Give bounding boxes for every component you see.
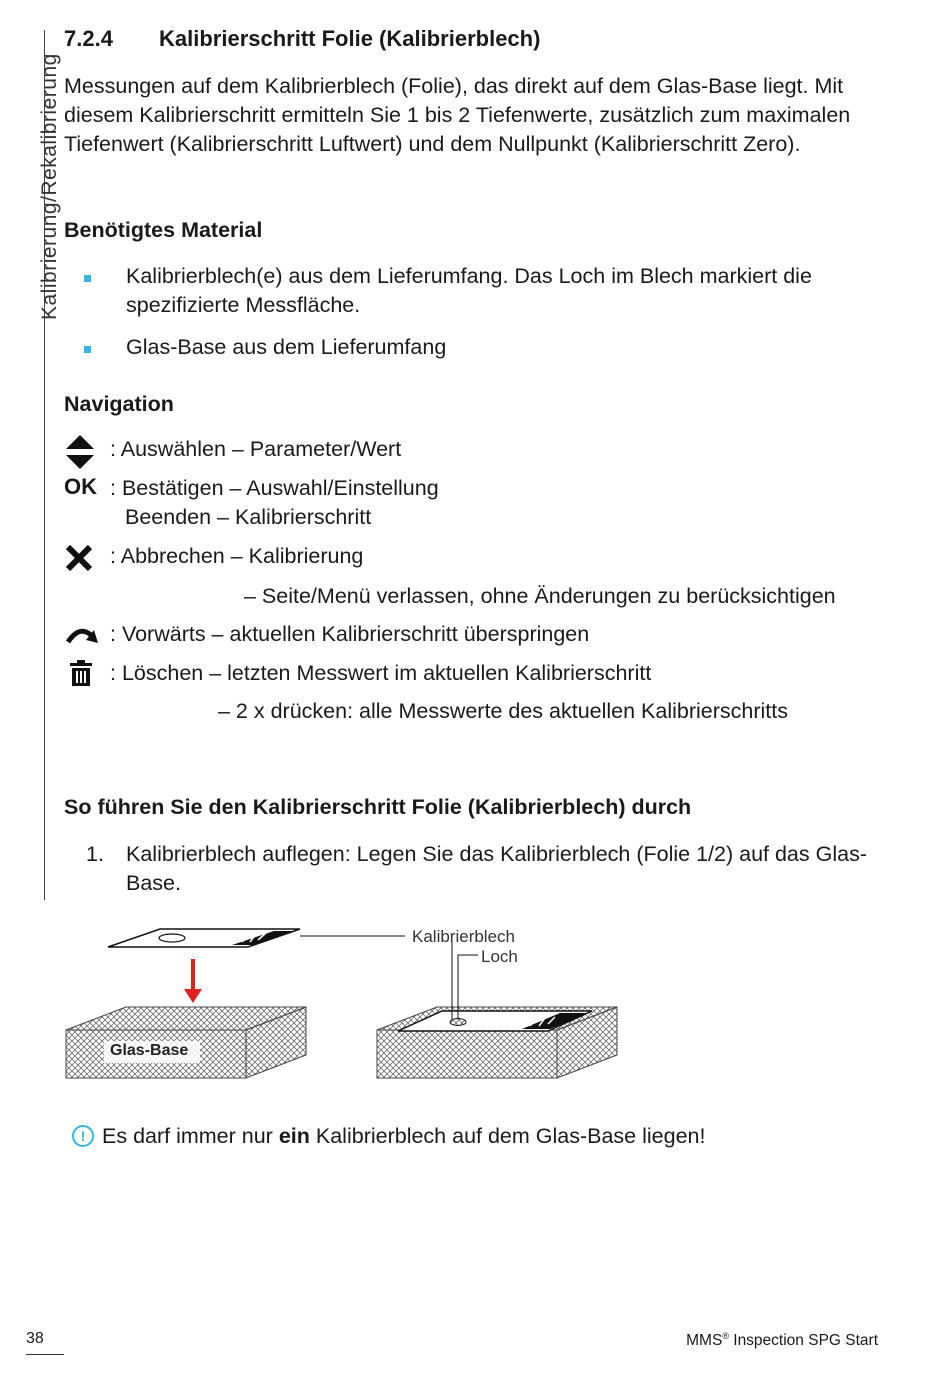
close-icon: [64, 544, 94, 572]
up-down-arrows-icon: [64, 434, 96, 470]
nav-row-confirm-2: Beenden – Kalibrierschritt: [125, 505, 372, 529]
page-number: 38: [26, 1330, 44, 1347]
step-number: 1.: [86, 842, 104, 866]
list-item: Glas-Base aus dem Lieferumfang: [64, 333, 904, 362]
trash-icon: [70, 660, 92, 686]
procedure-step: [86, 840, 906, 898]
nav-row-cancel: : Abbrechen – Kalibrierung: [110, 544, 364, 568]
nav-row-delete-2: – 2 x drücken: alle Messwerte des aktuellen Kalibrierschritts: [218, 699, 789, 723]
procedure-heading: So führen Sie den Kalibrierschritt Folie (Kalibrierblech) durch: [64, 795, 692, 819]
ok-icon: OK: [64, 474, 97, 499]
bullet-icon: [84, 275, 91, 282]
callout-hole-label: Loch: [481, 947, 518, 966]
section-heading: [64, 26, 540, 52]
material-list: [64, 262, 904, 375]
nav-row-cancel-2: – Seite/Menü verlassen, ohne Änderungen zu berücksichtigen: [244, 584, 836, 608]
footer-rule: [26, 1354, 64, 1355]
glass-base-label: Glas-Base: [110, 1042, 189, 1059]
info-icon: !: [72, 1125, 94, 1147]
intro-paragraph: Messungen auf dem Kalibrierblech (Folie), das direkt auf dem Glas-Base liegt. Mit diesem Kalibrierschritt ermitteln Sie 1 bis 2 Tiefenwerte, zusätzlich zum maximalen Tiefenwert (Kalibrierschritt Luftwert) und dem Nullpunkt (Kalibrierschritt Zero).: [64, 74, 851, 156]
step-text: Kalibrierblech auflegen: Legen Sie das Kalibrierblech (Folie 1/2) auf das Glas-Base.: [126, 842, 867, 895]
bullet-icon: [84, 346, 91, 353]
warning-note: ! Es darf immer nur ein Kalibrierblech auf dem Glas-Base liegen!: [72, 1124, 705, 1149]
nav-row-delete: : Löschen – letzten Messwert im aktuellen Kalibrierschritt: [110, 661, 652, 685]
nav-row-confirm: : Bestätigen – Auswahl/Einstellung: [110, 476, 439, 500]
section-title: Kalibrierschritt Folie (Kalibrierblech): [159, 26, 541, 51]
chapter-side-label: Kalibrierung/Rekalibrierung: [38, 53, 61, 320]
footer-title: MMS® Inspection SPG Start: [686, 1331, 878, 1350]
navigation-heading: Navigation: [64, 392, 174, 416]
sheet-left: [108, 929, 300, 947]
forward-arrow-icon: [64, 622, 100, 646]
material-heading: Benötigtes Material: [64, 218, 263, 242]
nav-row-forward: : Vorwärts – aktuellen Kalibrierschritt überspringen: [110, 622, 590, 646]
section-number: 7.2.4: [64, 26, 113, 51]
nav-row-select: : Auswählen – Parameter/Wert: [110, 437, 402, 461]
down-arrow-icon: [184, 959, 202, 1003]
list-item: Kalibrierblech(e) aus dem Lieferumfang. Das Loch im Blech markiert die spezifizierte Messfläche.: [64, 262, 904, 320]
callout-sheet-label: Kalibrierblech: [412, 927, 515, 946]
